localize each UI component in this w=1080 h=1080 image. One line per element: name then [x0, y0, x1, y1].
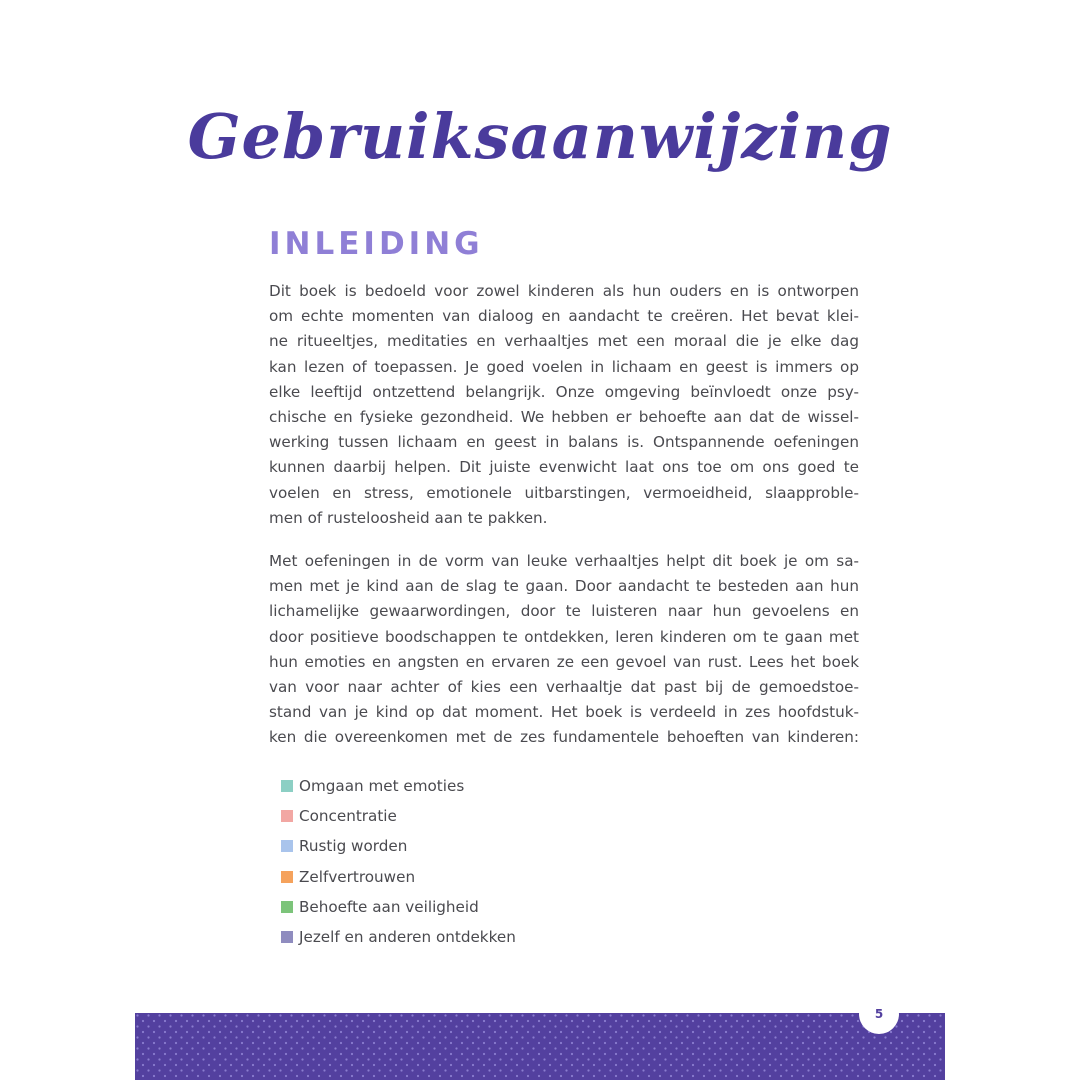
chapter-label: Jezelf en anderen ontdekken [299, 928, 516, 947]
text-line: lichamelijke gewaarwordingen, door te luisteren naar hun gevoelens en [269, 602, 859, 621]
text-line: stand van je kind op dat moment. Het boek is verdeeld in zes hoofdstuk- [269, 703, 859, 722]
text-line: werking tussen lichaam en geest in balans is. Ontspannende oefeningen [269, 433, 859, 452]
square-bullet-icon [281, 871, 293, 883]
chapter-list-item [281, 801, 516, 831]
text-line: men met je kind aan de slag te gaan. Door aandacht te besteden aan hun [269, 577, 859, 596]
intro-paragraph-2 [269, 549, 859, 751]
chapter-label: Zelfvertrouwen [299, 867, 416, 886]
page-title: Gebruiksaanwijzing [187, 100, 893, 173]
dot-pattern-decoration [135, 1013, 945, 1080]
square-bullet-icon [281, 901, 293, 913]
text-line: door positieve boodschappen te ontdekken, leren kinderen om te gaan met [269, 627, 859, 646]
text-line: ken die overeenkomen met de zes fundamentele behoeften van kinderen: [269, 728, 859, 747]
chapter-label: Omgaan met emoties [299, 777, 465, 796]
chapter-list-item [281, 892, 516, 922]
section-heading: INLEIDING [269, 226, 484, 262]
text-line: Dit boek is bedoeld voor zowel kinderen als hun ouders en is ontworpen [269, 282, 859, 300]
chapter-label: Behoefte aan veiligheid [299, 897, 479, 916]
text-line: elke leeftijd ontzettend belangrijk. Onze omgeving beïnvloedt onze psy- [269, 382, 859, 401]
square-bullet-icon [281, 780, 293, 792]
text-line: voelen en stress, emotionele uitbarstingen, vermoeidheid, slaapproble- [269, 483, 859, 502]
square-bullet-icon [281, 840, 293, 852]
chapter-list-item [281, 922, 516, 952]
chapter-list [281, 771, 516, 952]
text-line: chische en fysieke gezondheid. We hebben er behoefte aan dat de wissel- [269, 408, 859, 427]
text-line: ne ritueeltjes, meditaties en verhaaltjes met een moraal die je elke dag [269, 332, 859, 351]
text-line: kan lezen of toepassen. Je goed voelen in lichaam en geest is immers op [269, 357, 859, 376]
page-number: 5 [874, 1007, 884, 1021]
square-bullet-icon [281, 810, 293, 822]
text-line: men of rusteloosheid aan te pakken. [269, 508, 548, 527]
chapter-label: Rustig worden [299, 837, 408, 856]
text-line: Met oefeningen in de vorm van leuke verhaaltjes helpt dit boek je om sa- [269, 552, 859, 570]
intro-paragraph-1 [269, 279, 859, 531]
square-bullet-icon [281, 931, 293, 943]
text-line: om echte momenten van dialoog en aandacht te creëren. Het bevat klei- [269, 307, 859, 326]
text-line: hun emoties en angsten en ervaren ze een gevoel van rust. Lees het boek [269, 652, 859, 671]
chapter-list-item [281, 862, 516, 892]
chapter-list-item [281, 831, 516, 861]
chapter-list-item [281, 771, 516, 801]
text-line: van voor naar achter of kies een verhaaltje dat past bij de gemoedstoe- [269, 678, 859, 697]
chapter-label: Concentratie [299, 807, 397, 826]
page-number-badge [859, 994, 899, 1034]
footer-dot-pattern-band [135, 1013, 945, 1080]
text-line: kunnen daarbij helpen. Dit juiste evenwicht laat ons toe om ons goed te [269, 458, 859, 477]
